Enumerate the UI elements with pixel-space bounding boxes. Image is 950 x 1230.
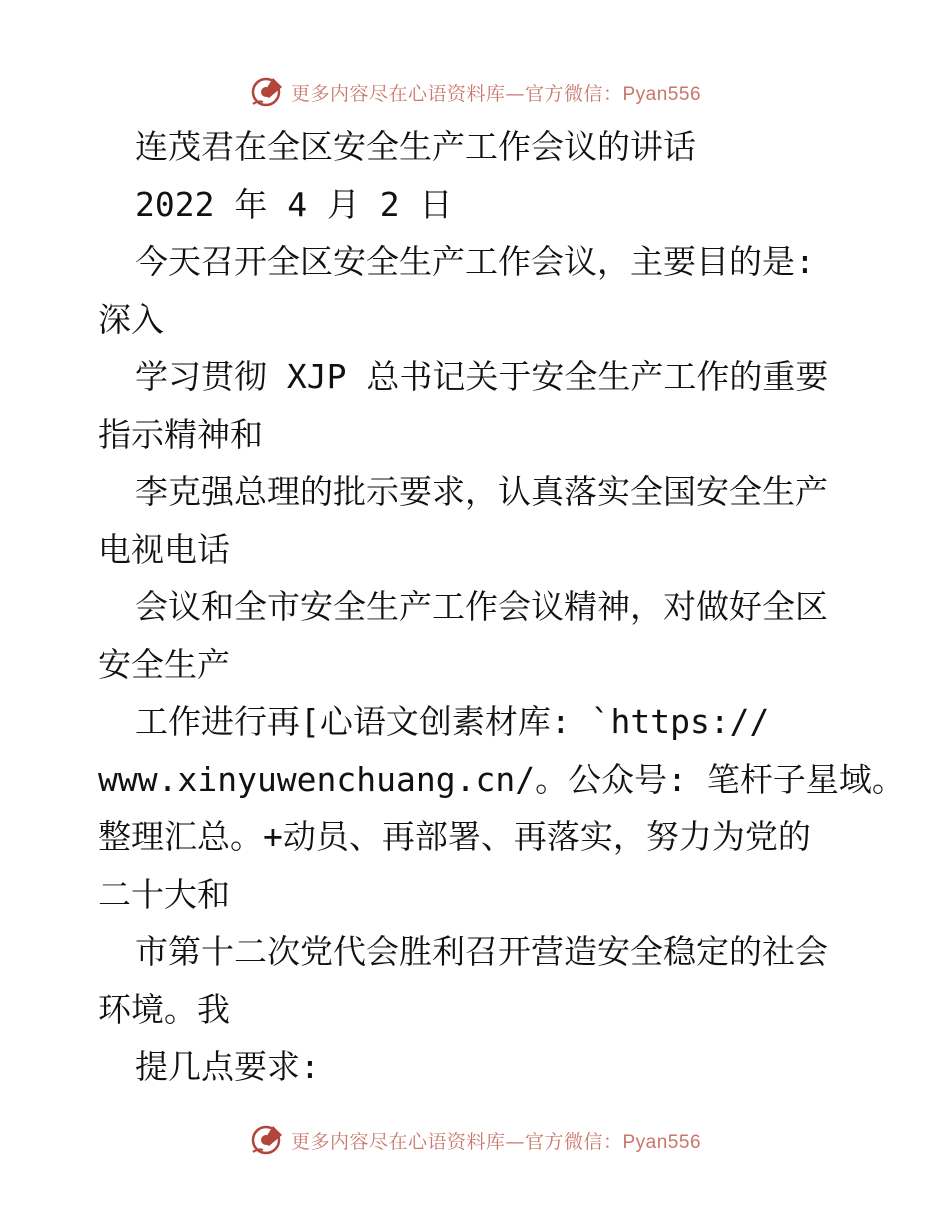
pen-logo-icon	[249, 74, 285, 110]
banner-text: 更多内容尽在心语资料库—官方微信：Pyan556	[290, 1130, 702, 1153]
text-line: 学习贯彻 XJP 总书记关于安全生产工作的重要	[135, 357, 829, 396]
banner-text: 更多内容尽在心语资料库—官方微信：Pyan556	[290, 82, 702, 105]
footer-watermark-banner	[0, 1120, 950, 1160]
text-line: 李克强总理的批示要求，认真落实全国安全生产	[135, 472, 828, 511]
pen-logo-icon	[249, 1122, 285, 1158]
text-line: 整理汇总。+动员、再部署、再落实，努力为党的	[98, 817, 811, 856]
header-watermark-banner	[0, 72, 950, 112]
text-line: 2022 年 4 月 2 日	[135, 184, 453, 224]
document-body	[98, 118, 905, 1096]
wechat-id: Pyan556	[622, 83, 702, 105]
text-line: 环境。我	[98, 989, 230, 1029]
text-line: 二十大和	[98, 874, 230, 914]
text-line: 今天召开全区安全生产工作会议，主要目的是:	[135, 242, 815, 281]
text-line: 会议和全市安全生产工作会议精神，对做好全区	[135, 587, 828, 626]
text-line: 深入	[98, 299, 164, 339]
text-line: 指示精神和	[98, 414, 263, 454]
text-line: www.xinyuwenchuang.cn/。公众号: 笔杆子星域。	[98, 759, 905, 799]
text-line: 市第十二次党代会胜利召开营造安全稳定的社会	[135, 932, 828, 971]
text-line: 工作进行再[心语文创素材库: `https://	[135, 702, 770, 741]
text-line: 提几点要求:	[135, 1047, 320, 1086]
text-line: 连茂君在全区安全生产工作会议的讲话	[135, 127, 696, 166]
wechat-id: Pyan556	[622, 1131, 702, 1153]
text-line: 电视电话	[98, 529, 230, 569]
text-line: 安全生产	[98, 644, 230, 684]
